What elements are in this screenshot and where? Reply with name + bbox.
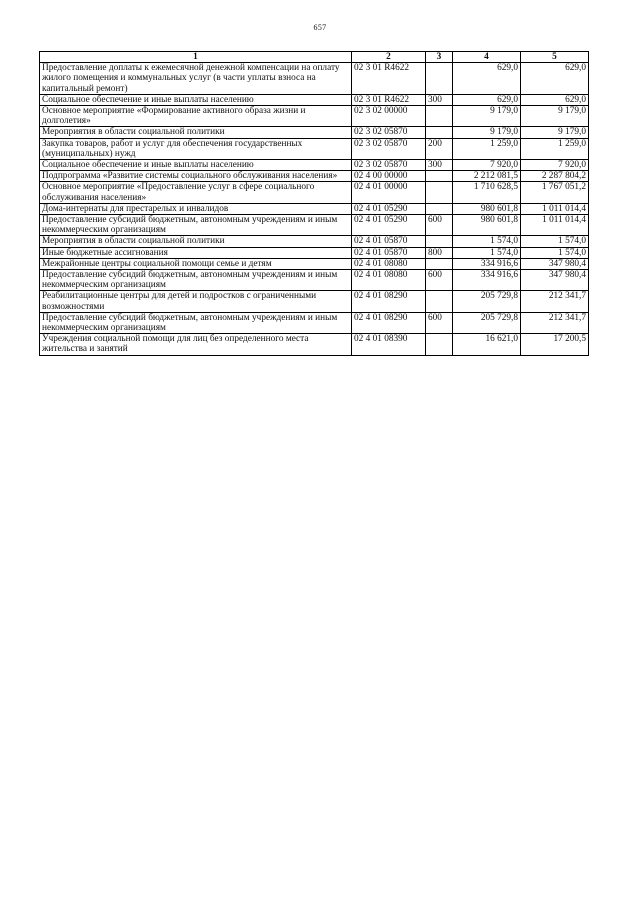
budget-table [39,51,589,356]
row-code-cell: 02 3 01 R4622 [352,63,426,95]
row-name-cell: Основное мероприятие «Предоставление услуг в сфере социального обслуживания населения» [40,182,352,203]
table-row [40,291,589,312]
table-row [40,247,589,258]
row-type-cell: 200 [426,138,453,159]
row-value-year2-cell: 1 259,0 [521,138,589,159]
row-value-year1-cell: 980 601,8 [453,215,521,236]
table-row [40,312,589,333]
table-row [40,236,589,247]
row-value-year2-cell: 7 920,0 [521,160,589,171]
row-value-year1-cell: 980 601,8 [453,203,521,214]
row-type-cell: 800 [426,247,453,258]
row-value-year1-cell: 629,0 [453,63,521,95]
row-value-year2-cell: 212 341,7 [521,312,589,333]
table-row [40,106,589,127]
table-row [40,182,589,203]
row-value-year2-cell: 1 574,0 [521,247,589,258]
row-type-cell: 600 [426,270,453,291]
row-value-year2-cell: 347 980,4 [521,270,589,291]
column-header: 2 [352,52,426,63]
row-type-cell [426,63,453,95]
table-row [40,171,589,182]
row-code-cell: 02 3 02 05870 [352,138,426,159]
row-name-cell: Учреждения социальной помощи для лиц без определенного места жительства и занятий [40,334,352,355]
row-type-cell [426,334,453,355]
table-row [40,127,589,138]
table-row [40,94,589,105]
row-name-cell: Мероприятия в области социальной политики [40,236,352,247]
row-code-cell: 02 4 01 05870 [352,236,426,247]
row-code-cell: 02 4 01 05290 [352,215,426,236]
row-code-cell: 02 4 00 00000 [352,171,426,182]
table-row [40,270,589,291]
table-row [40,258,589,269]
row-value-year2-cell: 1 574,0 [521,236,589,247]
row-type-cell: 300 [426,160,453,171]
row-code-cell: 02 3 01 R4622 [352,94,426,105]
row-name-cell: Иные бюджетные ассигнования [40,247,352,258]
row-name-cell: Предоставление субсидий бюджетным, автономным учреждениям и иным некоммерческим организациям [40,312,352,333]
row-value-year1-cell: 1 710 628,5 [453,182,521,203]
row-value-year2-cell: 629,0 [521,63,589,95]
row-code-cell: 02 4 01 08080 [352,270,426,291]
page-number: 657 [313,23,327,32]
row-name-cell: Предоставление субсидий бюджетным, автономным учреждениям и иным некоммерческим организациям [40,215,352,236]
table-row [40,215,589,236]
row-value-year1-cell: 334 916,6 [453,258,521,269]
row-value-year1-cell: 9 179,0 [453,106,521,127]
row-value-year2-cell: 9 179,0 [521,127,589,138]
row-value-year2-cell: 347 980,4 [521,258,589,269]
row-code-cell: 02 4 01 08390 [352,334,426,355]
row-type-cell: 600 [426,215,453,236]
row-name-cell: Межрайонные центры социальной помощи семье и детям [40,258,352,269]
row-code-cell: 02 4 01 08080 [352,258,426,269]
row-code-cell: 02 3 02 05870 [352,127,426,138]
row-value-year2-cell: 17 200,5 [521,334,589,355]
row-value-year1-cell: 2 212 081,5 [453,171,521,182]
row-name-cell: Предоставление доплаты к ежемесячной денежной компенсации на оплату жилого помещения и коммунальных услуг (в части уплаты взноса на капитальный ремонт) [40,63,352,95]
row-value-year2-cell: 212 341,7 [521,291,589,312]
row-type-cell: 300 [426,94,453,105]
row-value-year1-cell: 9 179,0 [453,127,521,138]
row-code-cell: 02 4 01 08290 [352,291,426,312]
table-row [40,334,589,355]
row-code-cell: 02 3 02 00000 [352,106,426,127]
row-type-cell [426,236,453,247]
row-value-year1-cell: 205 729,8 [453,312,521,333]
row-value-year1-cell: 334 916,6 [453,270,521,291]
row-value-year1-cell: 1 574,0 [453,236,521,247]
row-name-cell: Предоставление субсидий бюджетным, автономным учреждениям и иным некоммерческим организациям [40,270,352,291]
row-name-cell: Мероприятия в области социальной политики [40,127,352,138]
row-value-year1-cell: 205 729,8 [453,291,521,312]
column-header: 4 [453,52,521,63]
row-type-cell [426,182,453,203]
row-code-cell: 02 4 01 08290 [352,312,426,333]
row-value-year1-cell: 1 259,0 [453,138,521,159]
table-row [40,63,589,95]
row-type-cell [426,291,453,312]
row-name-cell: Подпрограмма «Развитие системы социального обслуживания населения» [40,171,352,182]
row-code-cell: 02 4 01 05870 [352,247,426,258]
table-row [40,160,589,171]
row-type-cell: 600 [426,312,453,333]
column-header: 5 [521,52,589,63]
row-value-year1-cell: 1 574,0 [453,247,521,258]
row-name-cell: Дома-интернаты для престарелых и инвалидов [40,203,352,214]
row-type-cell [426,171,453,182]
row-value-year2-cell: 629,0 [521,94,589,105]
row-type-cell [426,127,453,138]
row-name-cell: Социальное обеспечение и иные выплаты населению [40,94,352,105]
column-header: 1 [40,52,352,63]
row-type-cell [426,203,453,214]
row-value-year2-cell: 9 179,0 [521,106,589,127]
table-row [40,203,589,214]
table-header-row [40,52,589,63]
row-code-cell: 02 4 01 05290 [352,203,426,214]
row-code-cell: 02 4 01 00000 [352,182,426,203]
row-value-year2-cell: 1 011 014,4 [521,203,589,214]
row-name-cell: Реабилитационные центры для детей и подростков с ограниченными возможностями [40,291,352,312]
row-value-year1-cell: 16 621,0 [453,334,521,355]
row-name-cell: Закупка товаров, работ и услуг для обеспечения государственных (муниципальных) нужд [40,138,352,159]
row-value-year2-cell: 1 767 051,2 [521,182,589,203]
row-name-cell: Социальное обеспечение и иные выплаты населению [40,160,352,171]
table-row [40,138,589,159]
row-value-year2-cell: 2 287 804,2 [521,171,589,182]
row-code-cell: 02 3 02 05870 [352,160,426,171]
row-type-cell [426,106,453,127]
row-name-cell: Основное мероприятие «Формирование активного образа жизни и долголетия» [40,106,352,127]
row-value-year1-cell: 7 920,0 [453,160,521,171]
column-header: 3 [426,52,453,63]
row-type-cell [426,258,453,269]
row-value-year2-cell: 1 011 014,4 [521,215,589,236]
row-value-year1-cell: 629,0 [453,94,521,105]
